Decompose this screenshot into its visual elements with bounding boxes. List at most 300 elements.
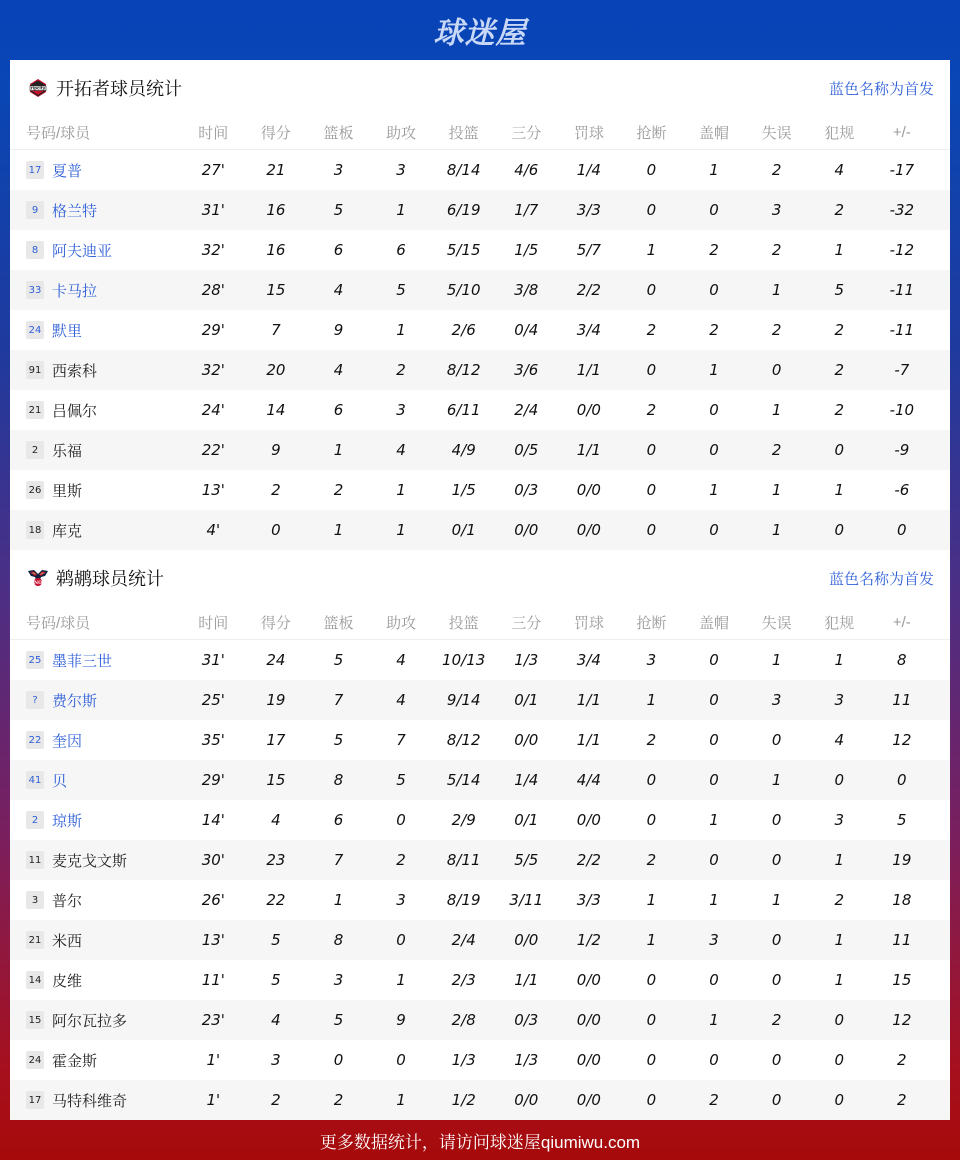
stat-turnovers: 1 <box>771 281 782 299</box>
stat-turnovers: 0 <box>771 361 782 379</box>
player-name[interactable]: 皮维 <box>52 972 83 990</box>
player-row[interactable] <box>10 310 950 350</box>
player-cell <box>10 1090 182 1111</box>
player-name[interactable]: 费尔斯 <box>52 692 98 710</box>
column-header-player: 号码/球员 <box>26 615 91 632</box>
stat-turnovers: 2 <box>771 161 782 179</box>
stat-minutes: 32' <box>201 361 225 379</box>
stat-blocks: 2 <box>709 1091 719 1109</box>
column-header-fg: 投篮 <box>448 615 479 632</box>
column-header-plus-minus: +/- <box>892 124 911 141</box>
stat-points: 0 <box>271 521 281 539</box>
jersey-number-badge: 24 <box>26 1051 44 1069</box>
stat-minutes: 30' <box>201 851 225 869</box>
stat-three-pt: 1/7 <box>514 201 539 219</box>
stat-minutes: 25' <box>201 691 225 709</box>
stat-blocks: 0 <box>709 281 719 299</box>
column-header-minutes: 时间 <box>198 615 229 632</box>
column-header-assists: 助攻 <box>386 615 417 632</box>
stat-ft: 1/1 <box>576 731 601 749</box>
stat-fg: 2/8 <box>451 1011 476 1029</box>
stat-points: 3 <box>271 1051 281 1069</box>
player-row[interactable] <box>10 840 950 880</box>
stat-rebounds: 4 <box>333 361 344 379</box>
stat-three-pt: 0/5 <box>514 441 539 459</box>
player-cell <box>10 160 182 181</box>
stat-three-pt: 1/3 <box>514 651 539 669</box>
player-cell <box>10 970 182 991</box>
stat-steals: 2 <box>646 321 657 339</box>
stat-fouls: 3 <box>834 811 844 829</box>
player-row[interactable] <box>10 190 950 230</box>
stat-fg: 8/11 <box>446 851 481 869</box>
player-name[interactable]: 霍金斯 <box>52 1052 98 1070</box>
player-cell <box>10 890 182 911</box>
player-name[interactable]: 吕佩尔 <box>52 402 98 420</box>
section-header <box>10 60 950 116</box>
stat-ft: 1/1 <box>576 361 601 379</box>
player-cell <box>10 240 182 261</box>
player-name[interactable]: 琼斯 <box>52 812 83 830</box>
stat-turnovers: 0 <box>771 731 782 749</box>
stat-plus-minus: -6 <box>894 481 910 499</box>
stat-ft: 1/1 <box>576 441 601 459</box>
stat-turnovers: 1 <box>771 401 782 419</box>
stat-turnovers: 1 <box>771 771 782 789</box>
stat-steals: 2 <box>646 851 657 869</box>
player-cell <box>10 690 182 711</box>
stat-turnovers: 2 <box>771 321 782 339</box>
player-name[interactable]: 阿尔瓦拉多 <box>52 1012 128 1030</box>
stat-ft: 1/1 <box>576 691 601 709</box>
jersey-number-badge: 3 <box>26 891 44 909</box>
stat-blocks: 0 <box>709 691 719 709</box>
stat-assists: 3 <box>396 161 406 179</box>
stat-ft: 5/7 <box>576 241 601 259</box>
player-row[interactable] <box>10 800 950 840</box>
stat-plus-minus: -32 <box>889 201 915 219</box>
jersey-number-badge: 2 <box>26 811 44 829</box>
player-name[interactable]: 库克 <box>52 522 83 540</box>
stat-fg: 2/6 <box>451 321 476 339</box>
stat-steals: 2 <box>646 401 657 419</box>
stat-rebounds: 2 <box>333 481 344 499</box>
stat-rebounds: 0 <box>333 1051 344 1069</box>
stat-minutes: 27' <box>201 161 225 179</box>
stat-fg: 10/13 <box>442 651 486 669</box>
stat-blocks: 2 <box>709 321 719 339</box>
stat-three-pt: 1/4 <box>514 771 539 789</box>
stat-fouls: 4 <box>834 161 844 179</box>
player-row[interactable] <box>10 230 950 270</box>
stat-blocks: 1 <box>709 811 719 829</box>
stat-blocks: 0 <box>709 1051 719 1069</box>
stat-fouls: 0 <box>834 1051 844 1069</box>
stat-steals: 2 <box>646 731 657 749</box>
stat-points: 2 <box>271 1091 281 1109</box>
stat-rebounds: 2 <box>333 1091 344 1109</box>
stat-ft: 4/4 <box>576 771 601 789</box>
stat-ft: 1/4 <box>576 161 601 179</box>
player-name[interactable]: 马特科维奇 <box>52 1092 128 1110</box>
stat-turnovers: 0 <box>771 931 782 949</box>
jersey-number-badge: 11 <box>26 851 44 869</box>
stat-plus-minus: 18 <box>892 891 912 909</box>
jersey-number-badge: 17 <box>26 1091 44 1109</box>
team-section-trail-blazers <box>10 60 950 550</box>
stat-assists: 0 <box>396 811 406 829</box>
player-name[interactable]: 阿夫迪亚 <box>52 242 113 260</box>
stat-turnovers: 0 <box>771 1051 782 1069</box>
stat-minutes: 31' <box>201 201 225 219</box>
stat-steals: 1 <box>646 691 657 709</box>
svg-text:NO: NO <box>33 581 43 586</box>
stat-steals: 1 <box>646 931 657 949</box>
stat-minutes: 32' <box>201 241 225 259</box>
footer-banner <box>0 1120 960 1160</box>
player-name[interactable]: 西索科 <box>52 362 98 380</box>
stat-fouls: 1 <box>834 241 844 259</box>
stat-three-pt: 1/1 <box>514 971 539 989</box>
stat-blocks: 3 <box>709 931 719 949</box>
stat-turnovers: 1 <box>771 521 782 539</box>
player-name[interactable]: 乐福 <box>52 442 83 460</box>
stat-rebounds: 1 <box>333 891 344 909</box>
stat-fouls: 1 <box>834 971 844 989</box>
stat-steals: 0 <box>646 361 657 379</box>
stat-assists: 9 <box>396 1011 406 1029</box>
player-cell <box>10 440 182 461</box>
stat-ft: 3/3 <box>576 201 601 219</box>
column-header-fouls: 犯规 <box>824 125 855 142</box>
stat-assists: 6 <box>396 241 406 259</box>
stat-turnovers: 0 <box>771 971 782 989</box>
player-cell <box>10 930 182 951</box>
stat-three-pt: 3/6 <box>514 361 539 379</box>
stat-rebounds: 4 <box>333 281 344 299</box>
stat-rebounds: 5 <box>333 651 344 669</box>
stat-fouls: 1 <box>834 851 844 869</box>
stat-assists: 5 <box>396 281 406 299</box>
stat-assists: 1 <box>396 1091 406 1109</box>
jersey-number-badge: 33 <box>26 281 44 299</box>
jersey-number-badge: 9 <box>26 201 44 219</box>
stat-points: 9 <box>271 441 281 459</box>
jersey-number-badge: 41 <box>26 771 44 789</box>
column-header-fouls: 犯规 <box>824 615 855 632</box>
stat-fouls: 5 <box>834 281 844 299</box>
stat-blocks: 0 <box>709 401 719 419</box>
jersey-number-badge: 91 <box>26 361 44 379</box>
column-header-minutes: 时间 <box>198 125 229 142</box>
jersey-number-badge: 25 <box>26 651 44 669</box>
stat-plus-minus: -11 <box>889 281 915 299</box>
jersey-number-badge: 17 <box>26 161 44 179</box>
stat-fouls: 2 <box>834 201 844 219</box>
player-name[interactable]: 默里 <box>52 322 83 340</box>
stat-rebounds: 3 <box>333 161 344 179</box>
stat-assists: 4 <box>396 441 406 459</box>
stat-plus-minus: 11 <box>892 931 912 949</box>
stat-fg: 4/9 <box>451 441 476 459</box>
stat-fg: 5/15 <box>446 241 481 259</box>
stat-rebounds: 6 <box>333 241 344 259</box>
stat-blocks: 1 <box>709 481 719 499</box>
jersey-number-badge: 2 <box>26 441 44 459</box>
player-name[interactable]: 普尔 <box>52 892 83 910</box>
player-name[interactable]: 贝 <box>52 772 68 790</box>
column-header-points: 得分 <box>260 615 291 632</box>
stat-ft: 3/4 <box>576 651 601 669</box>
column-header-steals: 抢断 <box>636 125 667 142</box>
player-row[interactable] <box>10 270 950 310</box>
player-row[interactable] <box>10 1000 950 1040</box>
trail-blazers-logo-icon <box>26 76 50 100</box>
player-row[interactable] <box>10 920 950 960</box>
stat-turnovers: 3 <box>771 691 782 709</box>
stat-blocks: 0 <box>709 521 719 539</box>
jersey-number-badge: 8 <box>26 241 44 259</box>
player-cell <box>10 280 182 301</box>
column-header-ft: 罚球 <box>573 615 604 632</box>
stat-plus-minus: 5 <box>897 811 907 829</box>
player-name[interactable]: 墨菲三世 <box>52 652 113 670</box>
team-section-pelicans <box>10 550 950 1120</box>
stat-plus-minus: 0 <box>897 771 907 789</box>
stat-blocks: 0 <box>709 771 719 789</box>
stat-turnovers: 1 <box>771 481 782 499</box>
player-row[interactable] <box>10 430 950 470</box>
player-name[interactable]: 奎因 <box>52 732 83 750</box>
player-row[interactable] <box>10 150 950 190</box>
column-header-plus-minus: +/- <box>892 614 911 631</box>
stat-steals: 0 <box>646 441 657 459</box>
player-cell <box>10 850 182 871</box>
stat-rebounds: 7 <box>333 691 344 709</box>
stat-points: 5 <box>271 971 281 989</box>
stat-ft: 0/0 <box>576 481 601 499</box>
stat-fouls: 1 <box>834 481 844 499</box>
player-cell <box>10 400 182 421</box>
player-row[interactable] <box>10 470 950 510</box>
player-row[interactable] <box>10 640 950 680</box>
stat-three-pt: 2/4 <box>514 401 539 419</box>
stat-fg: 1/3 <box>451 1051 476 1069</box>
jersey-number-badge: 21 <box>26 401 44 419</box>
stat-three-pt: 0/0 <box>514 1091 539 1109</box>
column-headers <box>10 606 950 640</box>
stat-minutes: 29' <box>201 771 225 789</box>
section-title: 开拓者球员统计 <box>56 79 182 99</box>
player-name[interactable]: 米西 <box>52 932 83 950</box>
stat-minutes: 4' <box>206 521 221 539</box>
stat-rebounds: 1 <box>333 521 344 539</box>
stat-fg: 5/14 <box>446 771 481 789</box>
player-row[interactable] <box>10 390 950 430</box>
stat-rebounds: 9 <box>333 321 344 339</box>
stat-fouls: 0 <box>834 521 844 539</box>
player-cell <box>10 520 182 541</box>
stat-rebounds: 5 <box>333 731 344 749</box>
footer-text: 更多数据统计，请访问球迷屋qiumiwu.com <box>319 1132 641 1152</box>
stat-plus-minus: 2 <box>897 1051 907 1069</box>
stat-fg: 8/14 <box>446 161 481 179</box>
stat-minutes: 23' <box>201 1011 225 1029</box>
stat-plus-minus: 12 <box>892 1011 912 1029</box>
stat-assists: 0 <box>396 931 406 949</box>
jersey-number-badge: 21 <box>26 931 44 949</box>
stat-points: 23 <box>266 851 286 869</box>
stat-fg: 8/19 <box>446 891 481 909</box>
stat-points: 19 <box>266 691 286 709</box>
stat-rebounds: 3 <box>333 971 344 989</box>
stat-plus-minus: 19 <box>892 851 912 869</box>
player-table-body <box>10 640 950 1120</box>
stat-three-pt: 1/3 <box>514 1051 539 1069</box>
stat-plus-minus: -9 <box>894 441 910 459</box>
player-name[interactable]: 夏普 <box>52 162 83 180</box>
player-name[interactable]: 里斯 <box>52 482 83 500</box>
stat-plus-minus: 15 <box>892 971 912 989</box>
stat-blocks: 1 <box>709 891 719 909</box>
stat-assists: 0 <box>396 1051 406 1069</box>
stat-plus-minus: 8 <box>897 651 907 669</box>
player-row[interactable] <box>10 510 950 550</box>
player-row[interactable] <box>10 350 950 390</box>
stat-rebounds: 5 <box>333 201 344 219</box>
stat-fg: 8/12 <box>446 361 481 379</box>
stat-plus-minus: -11 <box>889 321 915 339</box>
stat-turnovers: 2 <box>771 241 782 259</box>
stat-three-pt: 0/1 <box>514 691 539 709</box>
stat-assists: 1 <box>396 481 406 499</box>
stat-rebounds: 8 <box>333 931 344 949</box>
player-name[interactable]: 卡马拉 <box>52 282 98 300</box>
player-row[interactable] <box>10 880 950 920</box>
stat-fouls: 2 <box>834 401 844 419</box>
stat-points: 16 <box>266 201 286 219</box>
stat-fg: 6/11 <box>446 401 481 419</box>
stat-ft: 1/2 <box>576 931 601 949</box>
player-row[interactable] <box>10 760 950 800</box>
column-header-three-pt: 三分 <box>511 615 542 632</box>
column-header-ft: 罚球 <box>573 125 604 142</box>
stat-fouls: 1 <box>834 651 844 669</box>
player-row[interactable] <box>10 720 950 760</box>
stat-rebounds: 5 <box>333 1011 344 1029</box>
stat-fg: 6/19 <box>446 201 481 219</box>
stat-blocks: 2 <box>709 241 719 259</box>
jersey-number-badge: 24 <box>26 321 44 339</box>
column-header-rebounds: 篮板 <box>323 615 354 632</box>
stat-steals: 0 <box>646 161 657 179</box>
jersey-number-badge: 15 <box>26 1011 44 1029</box>
stat-minutes: 14' <box>201 811 225 829</box>
stat-fg: 5/10 <box>446 281 481 299</box>
stat-steals: 0 <box>646 771 657 789</box>
player-row[interactable] <box>10 1080 950 1120</box>
jersey-number-badge: 22 <box>26 731 44 749</box>
player-row[interactable] <box>10 1040 950 1080</box>
stat-three-pt: 5/5 <box>514 851 539 869</box>
stat-steals: 0 <box>646 1011 657 1029</box>
stat-blocks: 1 <box>709 361 719 379</box>
stat-fg: 2/3 <box>451 971 476 989</box>
stat-points: 15 <box>266 281 286 299</box>
player-row[interactable] <box>10 680 950 720</box>
stat-blocks: 1 <box>709 1011 719 1029</box>
stat-blocks: 0 <box>709 971 719 989</box>
stat-blocks: 1 <box>709 161 719 179</box>
column-header-turnovers: 失误 <box>761 125 792 142</box>
player-cell <box>10 770 182 791</box>
stat-fouls: 2 <box>834 321 844 339</box>
player-name[interactable]: 格兰特 <box>52 202 98 220</box>
stat-fouls: 2 <box>834 361 844 379</box>
stat-rebounds: 1 <box>333 441 344 459</box>
column-header-turnovers: 失误 <box>761 615 792 632</box>
stat-three-pt: 4/6 <box>514 161 539 179</box>
player-name[interactable]: 麦克戈文斯 <box>52 852 128 870</box>
stat-fg: 9/14 <box>446 691 481 709</box>
stat-fouls: 0 <box>834 1091 844 1109</box>
column-header-fg: 投篮 <box>448 125 479 142</box>
stat-ft: 2/2 <box>576 281 601 299</box>
stat-steals: 1 <box>646 241 657 259</box>
stat-minutes: 31' <box>201 651 225 669</box>
player-table-body <box>10 150 950 550</box>
stat-turnovers: 2 <box>771 441 782 459</box>
stat-ft: 2/2 <box>576 851 601 869</box>
stat-plus-minus: -12 <box>889 241 915 259</box>
jersey-number-badge: 14 <box>26 971 44 989</box>
stat-turnovers: 0 <box>771 1091 782 1109</box>
stat-minutes: 22' <box>201 441 225 459</box>
stat-minutes: 11' <box>201 971 225 989</box>
stat-fouls: 0 <box>834 1011 844 1029</box>
stat-steals: 0 <box>646 281 657 299</box>
stat-assists: 4 <box>396 651 406 669</box>
stat-plus-minus: -10 <box>889 401 915 419</box>
stat-turnovers: 2 <box>771 1011 782 1029</box>
player-cell <box>10 810 182 831</box>
stat-plus-minus: 12 <box>892 731 912 749</box>
stat-points: 20 <box>266 361 286 379</box>
stat-blocks: 0 <box>709 441 719 459</box>
stat-assists: 5 <box>396 771 406 789</box>
stat-fouls: 3 <box>834 691 844 709</box>
stat-minutes: 29' <box>201 321 225 339</box>
stat-fouls: 2 <box>834 891 844 909</box>
stat-blocks: 0 <box>709 851 719 869</box>
stat-points: 7 <box>271 321 281 339</box>
column-header-points: 得分 <box>260 125 291 142</box>
player-cell <box>10 320 182 341</box>
pelicans-logo-icon <box>26 566 50 590</box>
stat-turnovers: 1 <box>771 891 782 909</box>
player-cell <box>10 1050 182 1071</box>
player-row[interactable] <box>10 960 950 1000</box>
stat-steals: 0 <box>646 971 657 989</box>
stat-assists: 2 <box>396 851 406 869</box>
column-header-three-pt: 三分 <box>511 125 542 142</box>
stat-points: 4 <box>271 1011 281 1029</box>
stat-minutes: 28' <box>201 281 225 299</box>
stat-plus-minus: 2 <box>897 1091 907 1109</box>
player-cell <box>10 1010 182 1031</box>
stat-steals: 0 <box>646 481 657 499</box>
stat-fg: 1/2 <box>451 1091 476 1109</box>
